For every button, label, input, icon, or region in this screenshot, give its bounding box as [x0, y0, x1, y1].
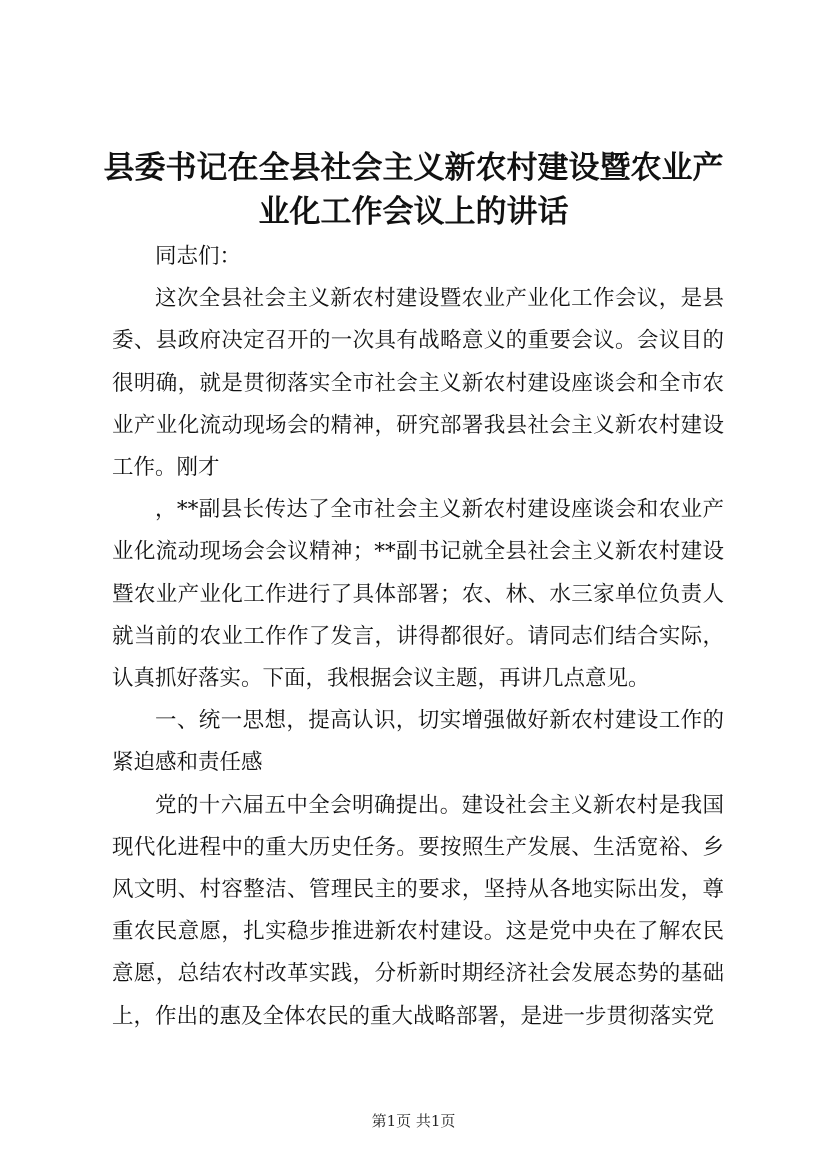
paragraph-summary: ，**副县长传达了全市社会主义新农村建设座谈会和农业产业化流动现场会会议精神；**副书记就全县社会主义新农村建设暨农业产业化工作进行了具体部署；农、林、水三家单位负责人就当前的农业工作作了发言，讲得都很好。请同志们结合实际，认真抓好落实。下面，我根据会议主题，再讲几点意见。 [112, 497, 724, 692]
paragraph-opening: 这次全县社会主义新农村建设暨农业产业化工作会议，是县委、县政府决定召开的一次具有战略意义的重要会议。会议目的很明确，就是贯彻落实全市社会主义新农村建设座谈会和全市农业产业化流动现场会的精神，研究部署我县社会主义新农村建设工作。刚才 [112, 286, 724, 481]
document-body [112, 236, 724, 1038]
section-heading-one: 一、统一思想，提高认识，切实增强做好新农村建设工作的紧迫感和责任感 [112, 708, 724, 776]
paragraph-salutation: 同志们： [155, 244, 242, 269]
paragraph-section-one: 党的十六届五中全会明确提出。建设社会主义新农村是我国现代化进程中的重大历史任务。要按照生产发展、生活宽裕、乡风文明、村容整洁、管理民主的要求，坚持从各地实际出发，尊重农民意愿，扎实稳步推进新农村建设。这是党中央在了解农民意愿，总结农村改革实践，分析新时期经济社会发展态势的基础上，作出的惠及全体农民的重大战略部署，是进一步贯彻落实党 [112, 792, 724, 1029]
document-title: 县委书记在全县社会主义新农村建设暨农业产业化工作会议上的讲话 [103, 150, 724, 230]
page-number-footer: 第1页 共1页 [371, 1112, 456, 1130]
